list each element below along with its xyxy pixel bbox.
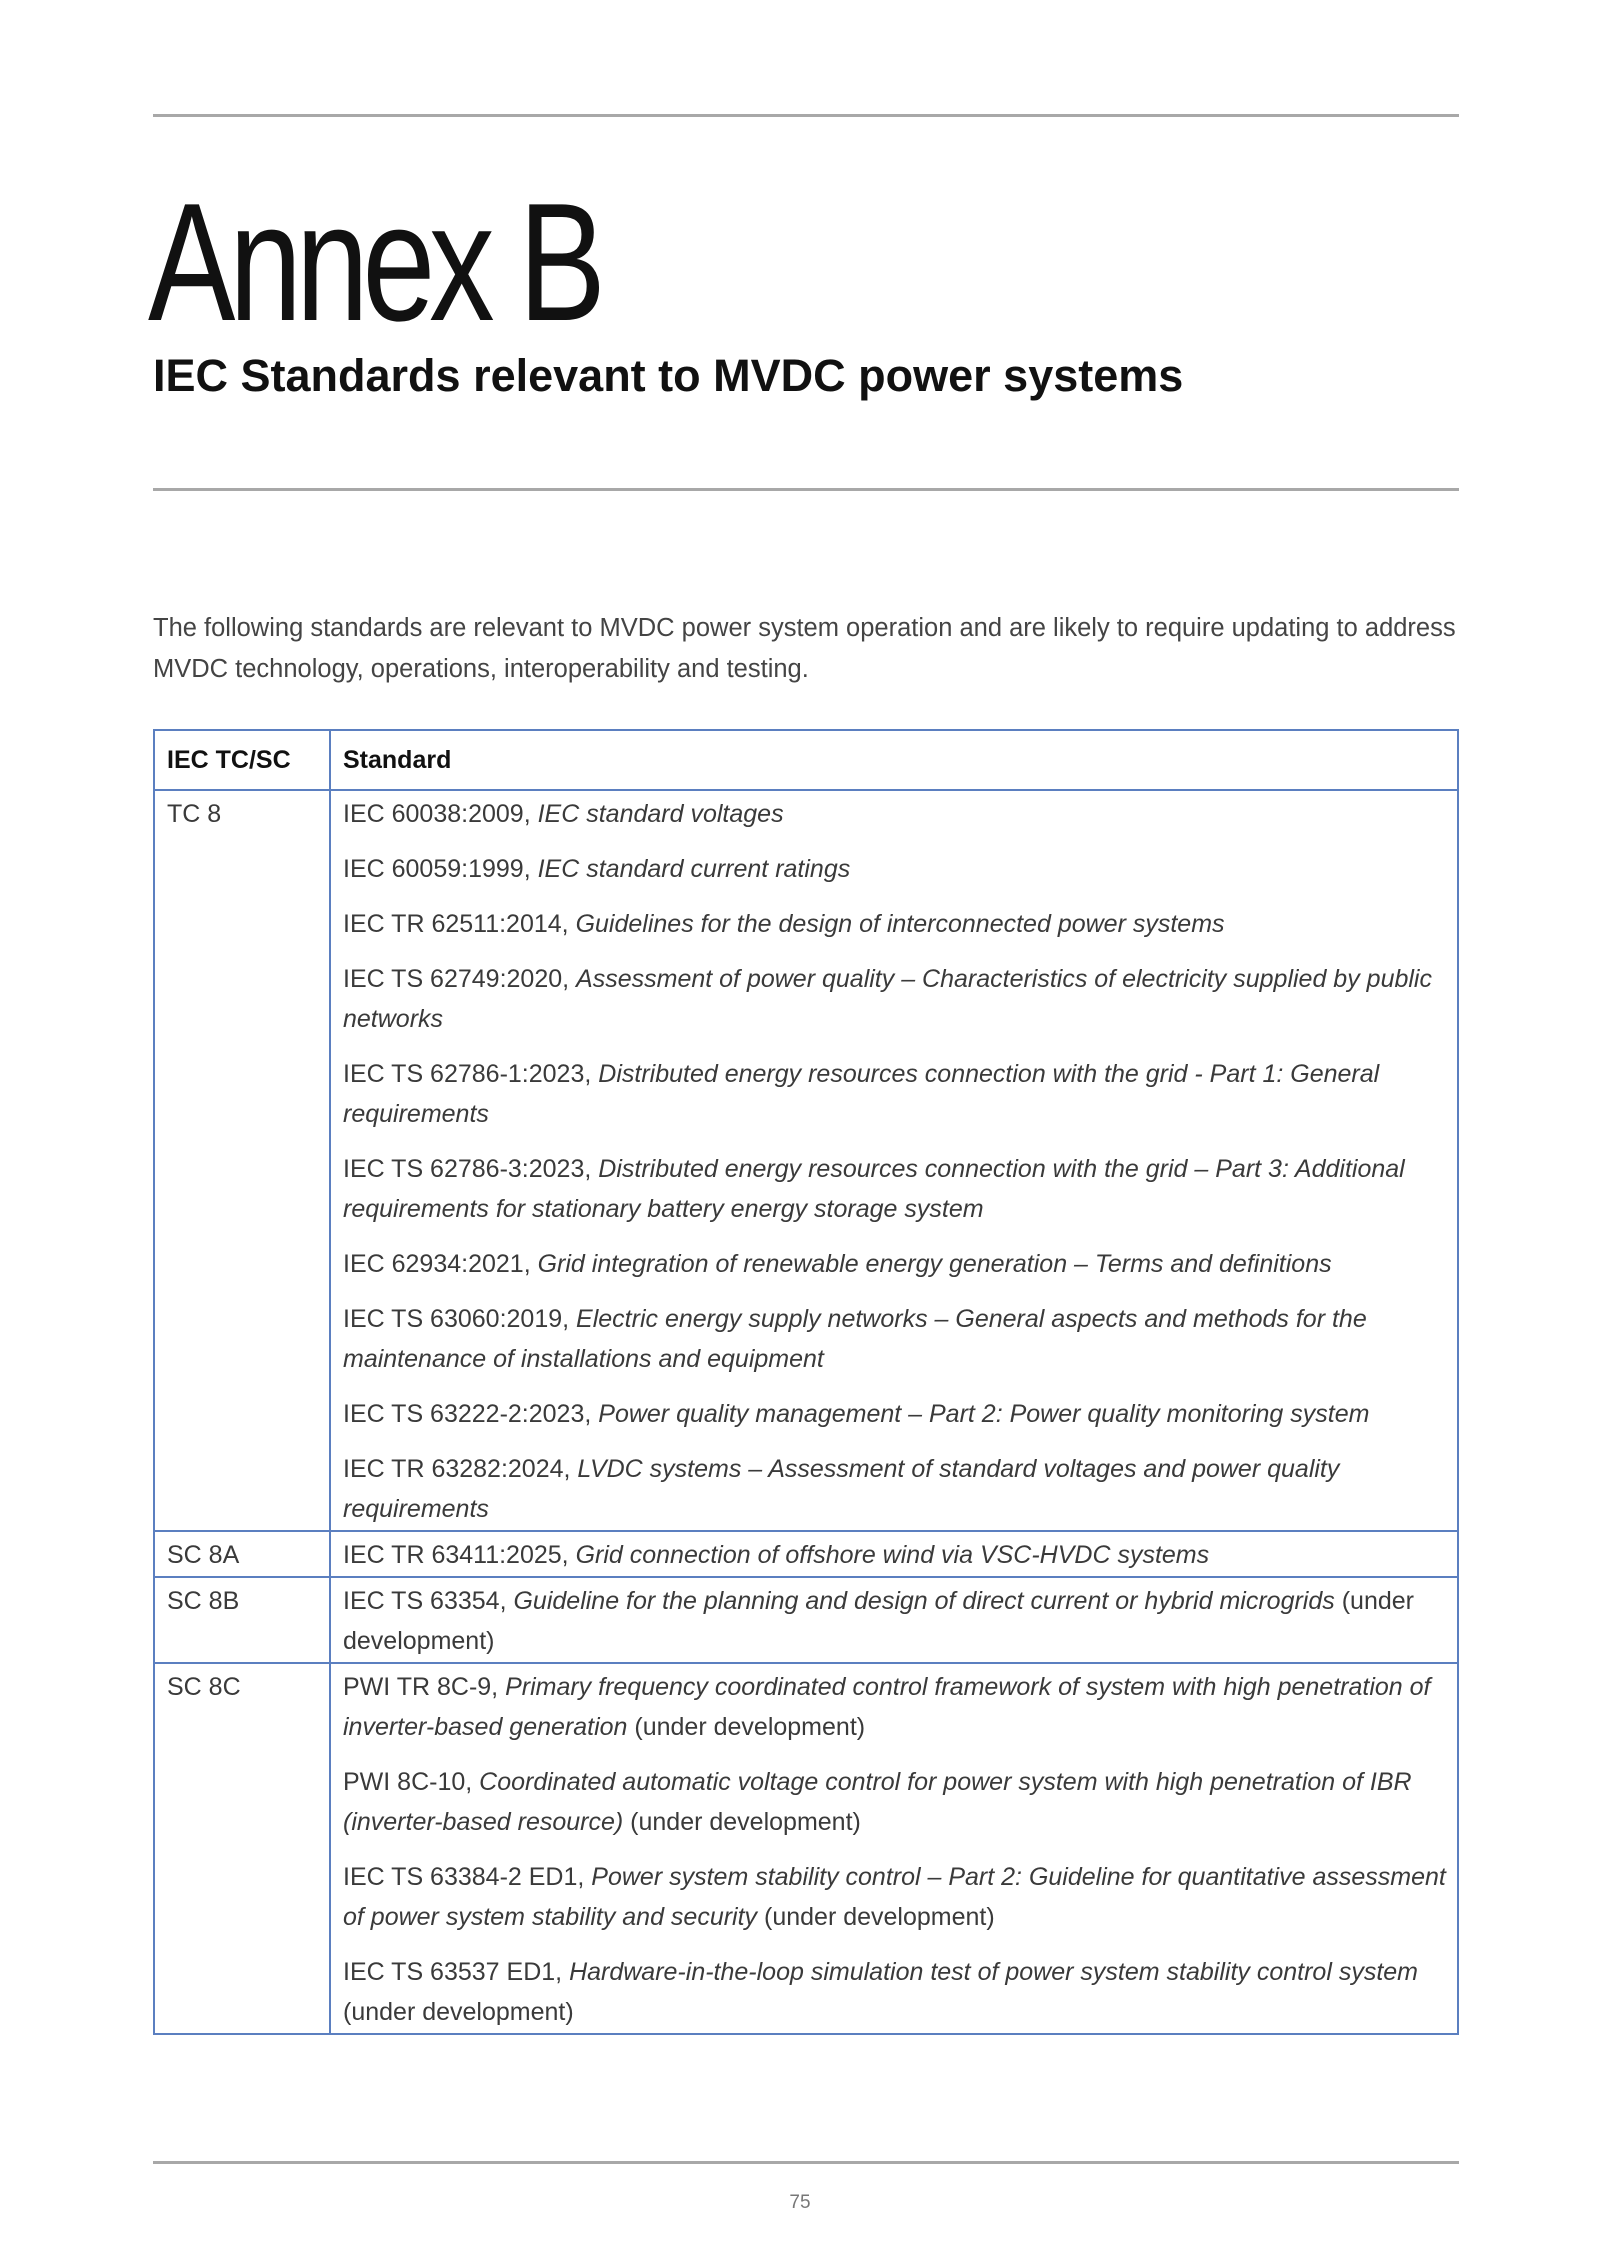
committee-cell: SC 8B <box>154 1577 330 1663</box>
standard-title: Power quality management – Part 2: Power quality monitoring system <box>598 1400 1370 1428</box>
standard-status: (under development) <box>623 1808 861 1836</box>
standard-entry <box>343 1149 1447 1229</box>
standard-id: IEC TS 63060:2019, <box>343 1305 577 1333</box>
table-row <box>154 1577 1458 1663</box>
standard-id: IEC TS 63384-2 ED1, <box>343 1863 592 1891</box>
standard-id: PWI TR 8C-9, <box>343 1673 506 1701</box>
standard-entry <box>343 1581 1447 1661</box>
standards-cell <box>330 1531 1458 1577</box>
standard-entry <box>343 1535 1447 1575</box>
standards-cell <box>330 1577 1458 1663</box>
standard-id: IEC 60059:1999, <box>343 855 538 883</box>
standard-title: Distributed energy resources connection with the grid - Part 1: General requirements <box>343 1060 1380 1128</box>
standard-entry <box>343 1299 1447 1379</box>
table-header-row <box>154 730 1458 790</box>
standard-title: Guidelines for the design of interconnected power systems <box>575 910 1225 938</box>
standard-entry <box>343 904 1447 944</box>
standard-id: IEC TS 62786-1:2023, <box>343 1060 599 1088</box>
standard-title: Primary frequency coordinated control framework of system with high penetration of inverter-based generation <box>343 1673 1431 1741</box>
standard-title: Electric energy supply networks – General aspects and methods for the maintenance of installations and equipment <box>343 1305 1367 1373</box>
standard-id: IEC TS 63354, <box>343 1587 514 1615</box>
page-subtitle: IEC Standards relevant to MVDC power systems <box>153 350 1184 401</box>
standard-title: LVDC systems – Assessment of standard voltages and power quality requirements <box>343 1455 1340 1523</box>
standard-entry <box>343 1244 1447 1284</box>
standard-id: IEC TS 63222-2:2023, <box>343 1400 599 1428</box>
standard-title: Grid integration of renewable energy generation – Terms and definitions <box>537 1250 1332 1278</box>
standard-id: IEC TR 63411:2025, <box>343 1541 576 1569</box>
standard-entry <box>343 1952 1447 2032</box>
standard-id: IEC TS 62786-3:2023, <box>343 1155 599 1183</box>
committee-cell: SC 8A <box>154 1531 330 1577</box>
standard-title: Assessment of power quality – Characteristics of electricity supplied by public networks <box>343 965 1432 1033</box>
standard-entry <box>343 1394 1447 1434</box>
standard-entry <box>343 1054 1447 1134</box>
column-header-committee: IEC TC/SC <box>154 730 330 790</box>
committee-cell: SC 8C <box>154 1663 330 2034</box>
table-row <box>154 790 1458 1531</box>
standard-status: (under development) <box>757 1903 995 1931</box>
standard-id: PWI 8C-10, <box>343 1768 480 1796</box>
standard-id: IEC TS 63537 ED1, <box>343 1958 570 1986</box>
standards-table <box>153 729 1459 2035</box>
standard-title: Grid connection of offshore wind via VSC-HVDC systems <box>575 1541 1210 1569</box>
column-header-standard: Standard <box>330 730 1458 790</box>
standard-entry <box>343 1667 1447 1747</box>
standard-title: Distributed energy resources connection with the grid – Part 3: Additional requirements for stationary battery energy storage system <box>343 1155 1405 1223</box>
standard-id: IEC 62934:2021, <box>343 1250 538 1278</box>
standards-cell <box>330 1663 1458 2034</box>
standard-title: IEC standard current ratings <box>537 855 851 883</box>
standard-title: IEC standard voltages <box>537 800 784 828</box>
standard-entry <box>343 959 1447 1039</box>
standard-id: IEC 60038:2009, <box>343 800 538 828</box>
top-divider <box>153 114 1459 117</box>
page-number: 75 <box>789 2192 811 2213</box>
standard-title: Guideline for the planning and design of direct current or hybrid microgrids <box>513 1587 1335 1615</box>
standard-entry <box>343 849 1447 889</box>
standard-entry <box>343 1449 1447 1529</box>
standard-status: (under development) <box>343 1998 574 2026</box>
standard-title: Coordinated automatic voltage control for power system with high penetration of IBR (inverter-based resource) <box>343 1768 1412 1836</box>
table-row <box>154 1663 1458 2034</box>
standard-status: (under development) <box>627 1713 866 1741</box>
table-row <box>154 1531 1458 1577</box>
annex-title: Annex B <box>148 168 600 356</box>
header-divider <box>153 488 1459 491</box>
standard-id: IEC TR 62511:2014, <box>343 910 576 938</box>
footer-divider <box>153 2161 1459 2164</box>
intro-paragraph: The following standards are relevant to MVDC power system operation and are likely to require updating to address MVDC technology, operations, interoperability and testing. <box>153 614 1456 683</box>
standard-entry <box>343 1857 1447 1937</box>
standard-title: Hardware-in-the-loop simulation test of power system stability control system <box>569 1958 1418 1986</box>
standard-status: (under development) <box>343 1587 1414 1655</box>
standards-cell <box>330 790 1458 1531</box>
standard-entry <box>343 794 1447 834</box>
standard-entry <box>343 1762 1447 1842</box>
standard-id: IEC TS 62749:2020, <box>343 965 577 993</box>
standard-title: Power system stability control – Part 2: Guideline for quantitative assessment of power system stability and security <box>343 1863 1446 1931</box>
standard-id: IEC TR 63282:2024, <box>343 1455 578 1483</box>
committee-cell: TC 8 <box>154 790 330 1531</box>
